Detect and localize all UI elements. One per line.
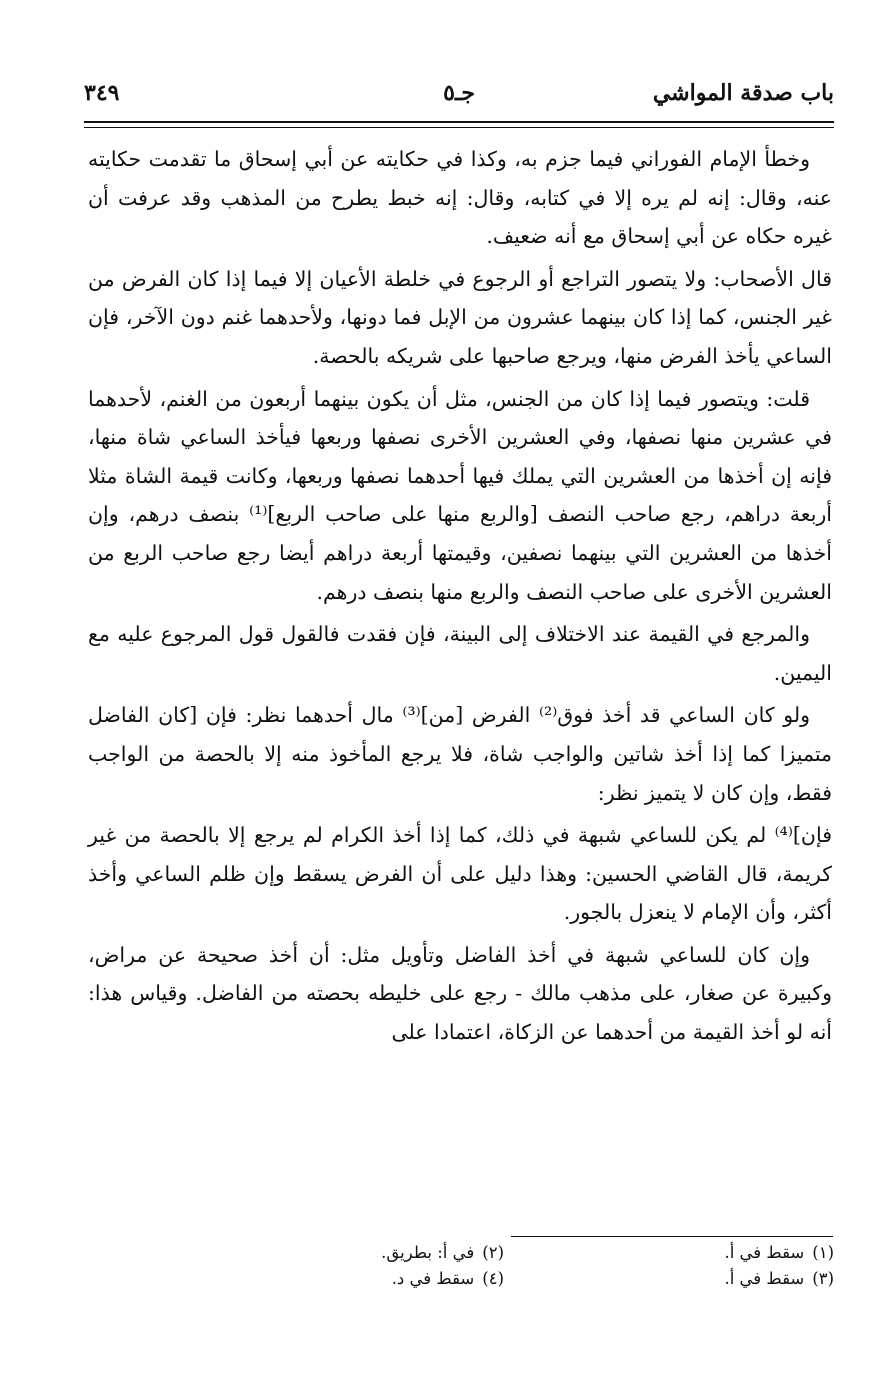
footnote-text: سقط في أ.: [724, 1243, 805, 1262]
footnote-number: (١): [812, 1243, 834, 1262]
volume-label: جـ٥: [443, 80, 475, 106]
paragraph: وخطأ الإمام الفوراني فيما جزم به، وكذا في حكايته عن أبي إسحاق ما تقدمت حكايته عنه، وقال: إنه لم يره إلا في كتابه، وقال: إنه خبط يطرح من المذهب وقد عرفت أن غيره حكاه عن أبي إسحاق مع أنه ضعيف.: [88, 147, 832, 249]
header-rule-thin: [84, 127, 834, 128]
paragraph: قلت: ويتصور فيما إذا كان من الجنس، مثل أن يكون بينهما أربعون من الغنم، لأحدهما في عشرين منها نصفها، وفي العشرين الأخرى نصفها وربعها فيأخذ الساعي شاة منها، فإنه إن أخذها من العشرين التي يملك فيها أحدهما نصفها وربعها، وكانت قيمة الشاة مثلا أربعة دراهم، رجع صاحب النصف [والربع منها على صاحب الربع]⁽¹⁾ بنصف درهم، وإن أخذها من العشرين التي بينهما نصفين، وقيمتها أربعة دراهم أيضا رجع صاحب الربع من العشرين الأخرى على صاحب النصف والربع منها بنصف درهم.: [88, 386, 832, 604]
paragraph: قال الأصحاب: ولا يتصور التراجع أو الرجوع في خلطة الأعيان إلا فيما إذا كان الفرض من غير الجنس، كما إذا كان بينهما عشرون من الإبل فما دونها، ولأحدهما غنم دون الآخر، فإن الساعي يأخذ الفرض منها، ويرجع صاحبها على شريكه بالحصة.: [88, 266, 832, 368]
running-header: [84, 80, 834, 120]
footnote-text: سقط في د.: [391, 1269, 475, 1288]
paragraph: فإن]⁽⁴⁾ لم يكن للساعي شبهة في ذلك، كما إذا أخذ الكرام لم يرجع إلا بالحصة من غير كريمة، قال القاضي الحسين: وهذا دليل على أن الفرض يسقط وإن ظلم الساعي وأخذ أكثر، وأن الإمام لا ينعزل بالجور.: [88, 823, 832, 925]
footnote-number: (٣): [812, 1269, 834, 1288]
footnote-text: سقط في أ.: [724, 1269, 805, 1288]
footnote-number: (٢): [482, 1243, 504, 1262]
page-number: ٣٤٩: [84, 80, 120, 106]
footnote-separator: [511, 1236, 833, 1237]
paragraph: وإن كان للساعي شبهة في أخذ الفاضل وتأويل مثل: أن أخذ صحيحة عن مراض، وكبيرة عن صغار، على مذهب مالك - رجع على خليطه بحصته من الفاضل. وقياس هذا: أنه لو أخذ القيمة من أحدهما عن الزكاة، اعتمادا على: [88, 942, 832, 1045]
chapter-title: باب صدقة المواشي: [652, 80, 834, 106]
paragraph: والمرجع في القيمة عند الاختلاف إلى البينة، فإن فقدت فالقول قول المرجوع عليه مع اليمين.: [88, 622, 832, 685]
footnote-text: في أ: بطريق.: [381, 1243, 475, 1262]
paragraph: ولو كان الساعي قد أخذ فوق⁽²⁾ الفرض [من]⁽³⁾ مال أحدهما نظر: فإن [كان الفاضل متميزا كما إذا أخذ شاتين والواجب شاة، فلا يرجع المأخوذ منه إلا بالحصة من الواجب فقط، وإن كان لا يتميز نظر:: [88, 703, 832, 805]
header-rule-thick: [84, 121, 834, 123]
footnote: [174, 1266, 504, 1292]
footnotes: [84, 1240, 834, 1292]
footnote-number: (٤): [482, 1269, 504, 1288]
body-text: [88, 140, 832, 1056]
footnote: [504, 1266, 834, 1292]
footnote: [504, 1240, 834, 1266]
footnote: [174, 1240, 504, 1266]
footnote-row: [84, 1240, 834, 1266]
footnote-row: [84, 1266, 834, 1292]
